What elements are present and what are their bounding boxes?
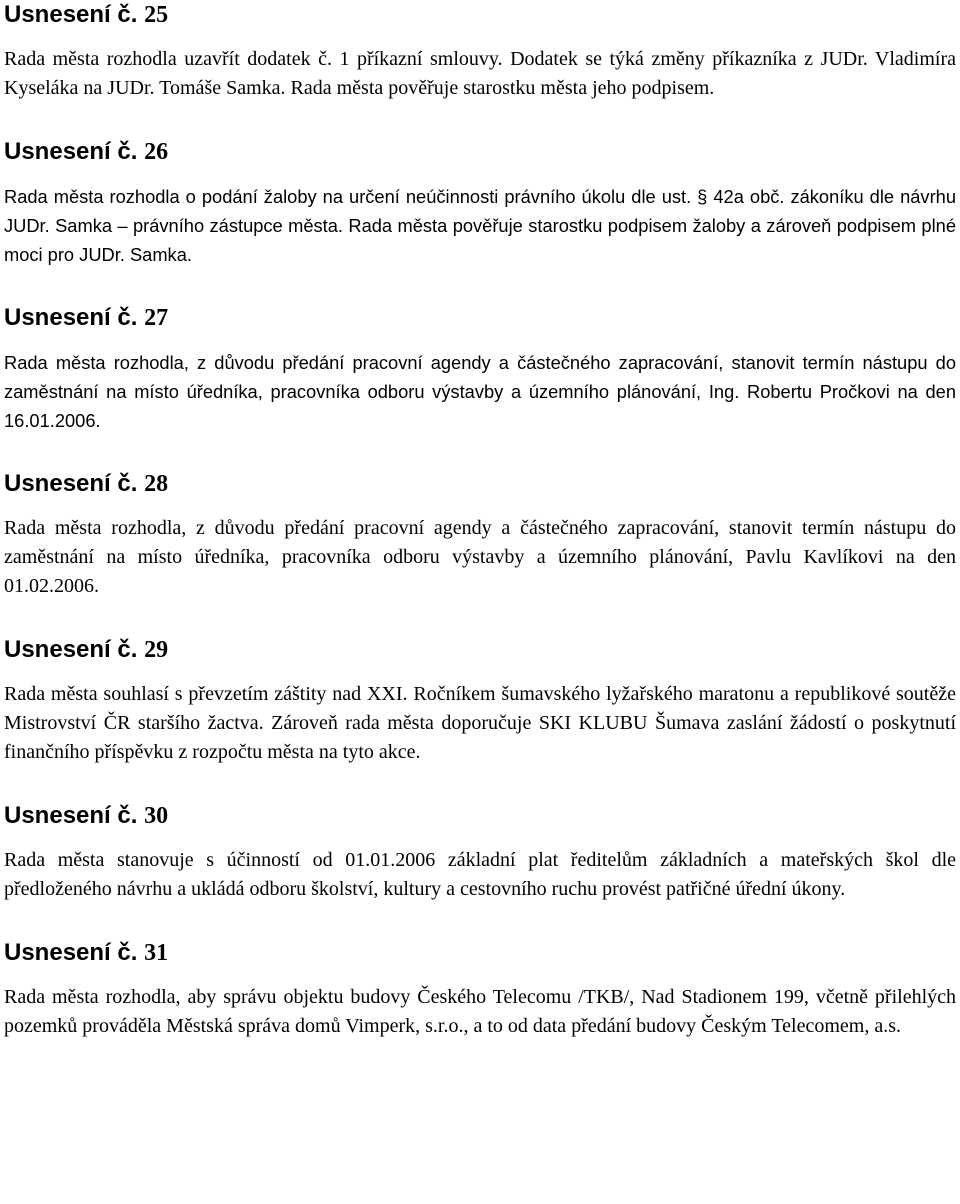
resolution-text: Rada města rozhodla, z důvodu předání pracovní agendy a částečného zapracování, stanovit termín nástupu do zaměstnání na místo úředníka, pracovníka odboru výstavby a územního plánování, Ing. Robertu Pročkovi na den 16.01.2006.: [4, 352, 956, 431]
resolution-text: Rada města rozhodla o podání žaloby na určení neúčinnosti právního úkolu dle ust. § 42a obč. zákoníku dle návrhu JUDr. Samka – právního zástupce města. Rada města pověřuje starostku podpisem žaloby a zároveň podpisem plné moci pro JUDr. Samka.: [4, 186, 956, 265]
resolution-text: Rada města rozhodla, z důvodu předání pracovní agendy a částečného zapracování, stanovit termín nástupu do zaměstnání na místo úředníka, pracovníka odboru výstavby a územního plánování, Pavlu Kavlíkovi na den 01.02.2006.: [4, 517, 956, 597]
resolution-prefix: Usnesení č.: [4, 304, 138, 331]
resolution-heading: [4, 135, 956, 167]
resolution-number: 25: [144, 2, 169, 28]
document-page: [4, 0, 956, 1041]
resolution-text: Rada města souhlasí s převzetím záštity nad XXI. Ročníkem šumavského lyžařského maratonu a republikové soutěže Mistrovství ČR staršího žactva. Zároveň rada města doporučuje SKI KLUBU Šumava zaslání žádostí o poskytnutí finančního příspěvku z rozpočtu města na tyto akce.: [4, 683, 956, 763]
resolution-number: 30: [144, 803, 169, 829]
resolution-text: Rada města stanovuje s účinností od 01.01.2006 základní plat ředitelům základních a mateřských škol dle předloženého návrhu a ukládá odboru školství, kultury a cestovního ruchu provést patřičné úřední úkony.: [4, 849, 956, 900]
resolution-prefix: Usnesení č.: [4, 470, 138, 497]
resolution-25: [4, 0, 956, 103]
resolution-26: [4, 135, 956, 269]
resolution-number: 28: [144, 471, 169, 497]
resolution-prefix: Usnesení č.: [4, 138, 138, 165]
resolution-heading: [4, 0, 956, 30]
resolution-text: Rada města rozhodla, aby správu objektu budovy Českého Telecomu /TKB/, Nad Stadionem 199, včetně přilehlých pozemků prováděla Městská správa domů Vimperk, s.r.o., a to od data předání budovy Českým Telecomem, a.s.: [4, 986, 956, 1037]
resolution-30: [4, 799, 956, 904]
resolution-heading: [4, 936, 956, 968]
resolution-29: [4, 633, 956, 767]
resolution-heading: [4, 301, 956, 333]
resolution-prefix: Usnesení č.: [4, 1, 138, 28]
resolution-prefix: Usnesení č.: [4, 636, 138, 663]
resolution-number: 27: [144, 305, 169, 331]
resolution-text: Rada města rozhodla uzavřít dodatek č. 1 příkazní smlouvy. Dodatek se týká změny příkazníka z JUDr. Vladimíra Kyseláka na JUDr. Tomáše Samka. Rada města pověřuje starostku města jeho podpisem.: [4, 48, 956, 99]
resolution-number: 29: [144, 637, 169, 663]
resolution-27: [4, 301, 956, 435]
resolution-heading: [4, 799, 956, 831]
resolution-heading: [4, 633, 956, 665]
resolution-number: 26: [144, 139, 169, 165]
resolution-31: [4, 936, 956, 1041]
resolution-28: [4, 467, 956, 601]
resolution-prefix: Usnesení č.: [4, 802, 138, 829]
resolution-prefix: Usnesení č.: [4, 939, 138, 966]
resolution-number: 31: [144, 940, 169, 966]
resolution-heading: [4, 467, 956, 499]
